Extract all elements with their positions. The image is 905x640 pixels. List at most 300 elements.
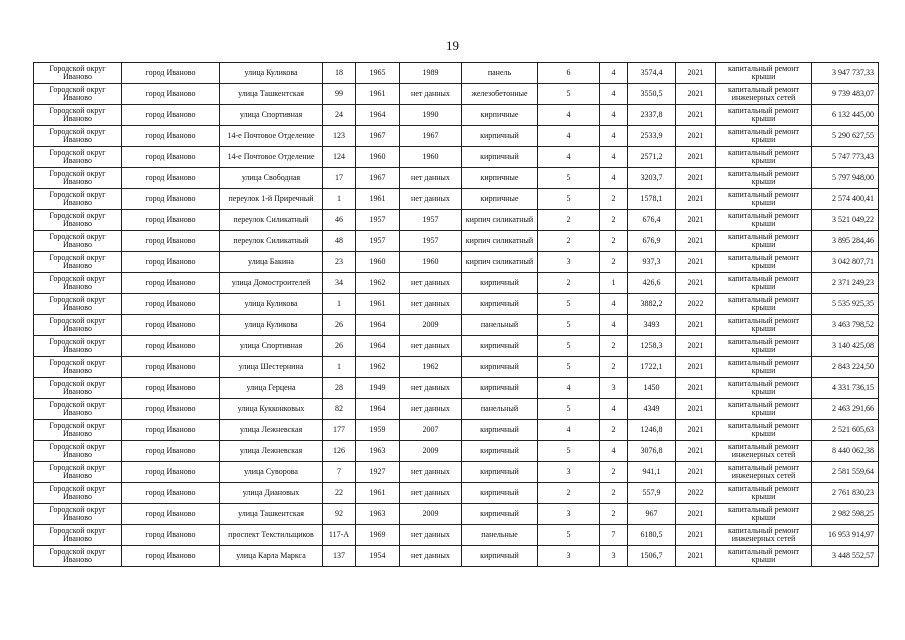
renovation-year-cell: нет данных xyxy=(400,525,462,546)
settlement-cell: город Иваново xyxy=(122,504,220,525)
entrances-cell: 2 xyxy=(600,483,628,504)
build-year-cell: 1949 xyxy=(356,378,400,399)
repair-year-cell: 2021 xyxy=(676,336,716,357)
table-row xyxy=(34,147,879,168)
street-cell: улица Лежневская xyxy=(220,420,323,441)
table-row xyxy=(34,210,879,231)
table-row xyxy=(34,525,879,546)
settlement-cell: город Иваново xyxy=(122,294,220,315)
street-cell: улица Кукконковых xyxy=(220,399,323,420)
repair-year-cell: 2022 xyxy=(676,294,716,315)
table-row xyxy=(34,399,879,420)
build-year-cell: 1964 xyxy=(356,336,400,357)
repair-year-cell: 2021 xyxy=(676,273,716,294)
repair-type-cell: капитальный ремонт крыши xyxy=(716,126,812,147)
area-cell: 4349 xyxy=(628,399,676,420)
municipality-cell: Городской округ Иваново xyxy=(34,504,122,525)
street-cell: улица Куликова xyxy=(220,315,323,336)
entrances-cell: 4 xyxy=(600,63,628,84)
table-row xyxy=(34,84,879,105)
house-number-cell: 92 xyxy=(323,504,356,525)
repair-year-cell: 2021 xyxy=(676,315,716,336)
repair-type-cell: капитальный ремонт крыши xyxy=(716,105,812,126)
repair-year-cell: 2021 xyxy=(676,525,716,546)
settlement-cell: город Иваново xyxy=(122,378,220,399)
repair-year-cell: 2021 xyxy=(676,399,716,420)
house-number-cell: 46 xyxy=(323,210,356,231)
floors-cell: 5 xyxy=(538,336,600,357)
build-year-cell: 1960 xyxy=(356,252,400,273)
entrances-cell: 2 xyxy=(600,231,628,252)
repair-year-cell: 2021 xyxy=(676,210,716,231)
table-row xyxy=(34,105,879,126)
entrances-cell: 2 xyxy=(600,210,628,231)
wall-material-cell: кирпичный xyxy=(462,546,538,567)
municipality-cell: Городской округ Иваново xyxy=(34,231,122,252)
wall-material-cell: кирпичный xyxy=(462,273,538,294)
municipality-cell: Городской округ Иваново xyxy=(34,336,122,357)
build-year-cell: 1962 xyxy=(356,273,400,294)
renovation-year-cell: 1989 xyxy=(400,63,462,84)
cost-cell: 3 947 737,33 xyxy=(812,63,879,84)
repair-type-cell: капитальный ремонт крыши xyxy=(716,189,812,210)
area-cell: 2571,2 xyxy=(628,147,676,168)
build-year-cell: 1967 xyxy=(356,168,400,189)
street-cell: улица Шестернина xyxy=(220,357,323,378)
house-number-cell: 22 xyxy=(323,483,356,504)
repair-type-cell: капитальный ремонт крыши xyxy=(716,168,812,189)
build-year-cell: 1957 xyxy=(356,231,400,252)
floors-cell: 3 xyxy=(538,504,600,525)
build-year-cell: 1969 xyxy=(356,525,400,546)
repair-year-cell: 2021 xyxy=(676,147,716,168)
table-row xyxy=(34,252,879,273)
build-year-cell: 1964 xyxy=(356,315,400,336)
municipality-cell: Городской округ Иваново xyxy=(34,147,122,168)
table-row xyxy=(34,504,879,525)
wall-material-cell: кирпич силикатный xyxy=(462,210,538,231)
cost-cell: 2 574 400,41 xyxy=(812,189,879,210)
renovation-year-cell: нет данных xyxy=(400,189,462,210)
floors-cell: 6 xyxy=(538,63,600,84)
entrances-cell: 2 xyxy=(600,462,628,483)
municipality-cell: Городской округ Иваново xyxy=(34,63,122,84)
settlement-cell: город Иваново xyxy=(122,315,220,336)
table-row xyxy=(34,357,879,378)
repair-year-cell: 2021 xyxy=(676,546,716,567)
area-cell: 2337,8 xyxy=(628,105,676,126)
area-cell: 937,3 xyxy=(628,252,676,273)
settlement-cell: город Иваново xyxy=(122,525,220,546)
entrances-cell: 4 xyxy=(600,84,628,105)
renovation-year-cell: нет данных xyxy=(400,546,462,567)
wall-material-cell: панель xyxy=(462,63,538,84)
area-cell: 1450 xyxy=(628,378,676,399)
build-year-cell: 1954 xyxy=(356,546,400,567)
wall-material-cell: кирпичный xyxy=(462,126,538,147)
wall-material-cell: кирпич силикатный xyxy=(462,231,538,252)
cost-cell: 4 331 736,15 xyxy=(812,378,879,399)
cost-cell: 5 535 925,35 xyxy=(812,294,879,315)
entrances-cell: 2 xyxy=(600,357,628,378)
repair-type-cell: капитальный ремонт крыши xyxy=(716,399,812,420)
area-cell: 3076,8 xyxy=(628,441,676,462)
wall-material-cell: кирпичный xyxy=(462,378,538,399)
area-cell: 1258,3 xyxy=(628,336,676,357)
table-row xyxy=(34,231,879,252)
settlement-cell: город Иваново xyxy=(122,336,220,357)
street-cell: улица Ташкентская xyxy=(220,504,323,525)
floors-cell: 5 xyxy=(538,357,600,378)
repair-year-cell: 2021 xyxy=(676,420,716,441)
area-cell: 2533,9 xyxy=(628,126,676,147)
renovation-year-cell: нет данных xyxy=(400,399,462,420)
renovation-year-cell: 1962 xyxy=(400,357,462,378)
build-year-cell: 1967 xyxy=(356,126,400,147)
build-year-cell: 1963 xyxy=(356,504,400,525)
settlement-cell: город Иваново xyxy=(122,357,220,378)
entrances-cell: 4 xyxy=(600,126,628,147)
renovation-year-cell: нет данных xyxy=(400,294,462,315)
floors-cell: 3 xyxy=(538,546,600,567)
renovation-year-cell: 2007 xyxy=(400,420,462,441)
settlement-cell: город Иваново xyxy=(122,126,220,147)
wall-material-cell: кирпичный xyxy=(462,483,538,504)
area-cell: 3550,5 xyxy=(628,84,676,105)
area-cell: 1506,7 xyxy=(628,546,676,567)
build-year-cell: 1964 xyxy=(356,105,400,126)
cost-cell: 2 982 598,25 xyxy=(812,504,879,525)
cost-cell: 5 290 627,55 xyxy=(812,126,879,147)
municipality-cell: Городской округ Иваново xyxy=(34,189,122,210)
street-cell: улица Бакина xyxy=(220,252,323,273)
renovation-year-cell: 2009 xyxy=(400,315,462,336)
area-cell: 3203,7 xyxy=(628,168,676,189)
table-body xyxy=(34,63,879,567)
wall-material-cell: панельный xyxy=(462,315,538,336)
floors-cell: 5 xyxy=(538,168,600,189)
wall-material-cell: панельный xyxy=(462,399,538,420)
street-cell: улица Куликова xyxy=(220,294,323,315)
area-cell: 3493 xyxy=(628,315,676,336)
repair-year-cell: 2021 xyxy=(676,252,716,273)
repair-type-cell: капитальный ремонт крыши xyxy=(716,294,812,315)
repair-type-cell: капитальный ремонт инженерных сетей xyxy=(716,84,812,105)
repair-type-cell: капитальный ремонт крыши xyxy=(716,336,812,357)
floors-cell: 5 xyxy=(538,441,600,462)
repair-type-cell: капитальный ремонт крыши xyxy=(716,231,812,252)
municipality-cell: Городской округ Иваново xyxy=(34,210,122,231)
municipality-cell: Городской округ Иваново xyxy=(34,441,122,462)
build-year-cell: 1960 xyxy=(356,147,400,168)
renovation-year-cell: 1967 xyxy=(400,126,462,147)
repair-type-cell: капитальный ремонт крыши xyxy=(716,147,812,168)
entrances-cell: 4 xyxy=(600,441,628,462)
repair-year-cell: 2021 xyxy=(676,63,716,84)
wall-material-cell: кирпич силикатный xyxy=(462,252,538,273)
area-cell: 3574,4 xyxy=(628,63,676,84)
floors-cell: 2 xyxy=(538,231,600,252)
build-year-cell: 1965 xyxy=(356,63,400,84)
build-year-cell: 1961 xyxy=(356,483,400,504)
wall-material-cell: кирпичный xyxy=(462,147,538,168)
settlement-cell: город Иваново xyxy=(122,147,220,168)
area-cell: 967 xyxy=(628,504,676,525)
repair-type-cell: капитальный ремонт крыши xyxy=(716,378,812,399)
settlement-cell: город Иваново xyxy=(122,483,220,504)
municipality-cell: Городской округ Иваново xyxy=(34,84,122,105)
street-cell: улица Герцена xyxy=(220,378,323,399)
renovation-year-cell: 1960 xyxy=(400,252,462,273)
cost-cell: 9 739 483,07 xyxy=(812,84,879,105)
house-number-cell: 18 xyxy=(323,63,356,84)
entrances-cell: 4 xyxy=(600,168,628,189)
entrances-cell: 4 xyxy=(600,105,628,126)
renovation-year-cell: нет данных xyxy=(400,462,462,483)
table-row xyxy=(34,63,879,84)
wall-material-cell: кирпичные xyxy=(462,168,538,189)
floors-cell: 5 xyxy=(538,84,600,105)
table-row xyxy=(34,315,879,336)
repair-type-cell: капитальный ремонт инженерных сетей xyxy=(716,525,812,546)
build-year-cell: 1961 xyxy=(356,189,400,210)
repair-type-cell: капитальный ремонт крыши xyxy=(716,252,812,273)
cost-cell: 2 761 830,23 xyxy=(812,483,879,504)
wall-material-cell: кирпичный xyxy=(462,420,538,441)
renovation-year-cell: нет данных xyxy=(400,378,462,399)
floors-cell: 3 xyxy=(538,462,600,483)
cost-cell: 5 747 773,43 xyxy=(812,147,879,168)
floors-cell: 4 xyxy=(538,420,600,441)
entrances-cell: 7 xyxy=(600,525,628,546)
settlement-cell: город Иваново xyxy=(122,441,220,462)
wall-material-cell: кирпичный xyxy=(462,441,538,462)
settlement-cell: город Иваново xyxy=(122,252,220,273)
repair-type-cell: капитальный ремонт крыши xyxy=(716,315,812,336)
area-cell: 1246,8 xyxy=(628,420,676,441)
municipality-cell: Городской округ Иваново xyxy=(34,378,122,399)
street-cell: улица Суворова xyxy=(220,462,323,483)
cost-cell: 3 895 284,46 xyxy=(812,231,879,252)
floors-cell: 5 xyxy=(538,315,600,336)
municipality-cell: Городской округ Иваново xyxy=(34,420,122,441)
repair-type-cell: капитальный ремонт крыши xyxy=(716,483,812,504)
build-year-cell: 1959 xyxy=(356,420,400,441)
entrances-cell: 3 xyxy=(600,546,628,567)
wall-material-cell: кирпичный xyxy=(462,357,538,378)
cost-cell: 5 797 948,00 xyxy=(812,168,879,189)
house-number-cell: 34 xyxy=(323,273,356,294)
area-cell: 6180,5 xyxy=(628,525,676,546)
floors-cell: 4 xyxy=(538,126,600,147)
renovation-year-cell: 1957 xyxy=(400,210,462,231)
table-row xyxy=(34,336,879,357)
street-cell: улица Свободная xyxy=(220,168,323,189)
cost-cell: 2 581 559,64 xyxy=(812,462,879,483)
settlement-cell: город Иваново xyxy=(122,84,220,105)
street-cell: улица Карла Маркса xyxy=(220,546,323,567)
settlement-cell: город Иваново xyxy=(122,63,220,84)
house-number-cell: 1 xyxy=(323,294,356,315)
entrances-cell: 2 xyxy=(600,252,628,273)
house-number-cell: 124 xyxy=(323,147,356,168)
house-number-cell: 24 xyxy=(323,105,356,126)
repair-year-cell: 2021 xyxy=(676,441,716,462)
floors-cell: 2 xyxy=(538,273,600,294)
area-cell: 941,1 xyxy=(628,462,676,483)
repair-type-cell: капитальный ремонт инженерных сетей xyxy=(716,441,812,462)
renovation-year-cell: 2009 xyxy=(400,441,462,462)
street-cell: улица Куликова xyxy=(220,63,323,84)
municipality-cell: Городской округ Иваново xyxy=(34,357,122,378)
house-number-cell: 28 xyxy=(323,378,356,399)
cost-cell: 3 140 425,08 xyxy=(812,336,879,357)
cost-cell: 2 371 249,23 xyxy=(812,273,879,294)
house-number-cell: 123 xyxy=(323,126,356,147)
settlement-cell: город Иваново xyxy=(122,189,220,210)
repair-year-cell: 2021 xyxy=(676,357,716,378)
entrances-cell: 3 xyxy=(600,378,628,399)
floors-cell: 5 xyxy=(538,294,600,315)
entrances-cell: 2 xyxy=(600,189,628,210)
entrances-cell: 2 xyxy=(600,336,628,357)
wall-material-cell: панельные xyxy=(462,525,538,546)
house-number-cell: 26 xyxy=(323,315,356,336)
table-row xyxy=(34,546,879,567)
renovation-year-cell: нет данных xyxy=(400,273,462,294)
entrances-cell: 4 xyxy=(600,315,628,336)
floors-cell: 2 xyxy=(538,483,600,504)
entrances-cell: 2 xyxy=(600,504,628,525)
municipality-cell: Городской округ Иваново xyxy=(34,525,122,546)
municipality-cell: Городской округ Иваново xyxy=(34,483,122,504)
build-year-cell: 1927 xyxy=(356,462,400,483)
floors-cell: 5 xyxy=(538,399,600,420)
street-cell: переулок 1-й Приречный xyxy=(220,189,323,210)
wall-material-cell: кирпичный xyxy=(462,336,538,357)
street-cell: 14-е Почтовое Отделение xyxy=(220,126,323,147)
table-row xyxy=(34,294,879,315)
table-row xyxy=(34,126,879,147)
wall-material-cell: кирпичный xyxy=(462,462,538,483)
entrances-cell: 4 xyxy=(600,399,628,420)
street-cell: улица Диановых xyxy=(220,483,323,504)
table-row xyxy=(34,378,879,399)
cost-cell: 2 521 605,63 xyxy=(812,420,879,441)
table-row xyxy=(34,189,879,210)
table-row xyxy=(34,483,879,504)
municipality-cell: Городской округ Иваново xyxy=(34,126,122,147)
floors-cell: 3 xyxy=(538,252,600,273)
house-number-cell: 7 xyxy=(323,462,356,483)
house-number-cell: 48 xyxy=(323,231,356,252)
house-number-cell: 1 xyxy=(323,189,356,210)
build-year-cell: 1961 xyxy=(356,294,400,315)
street-cell: улица Спортивная xyxy=(220,336,323,357)
municipality-cell: Городской округ Иваново xyxy=(34,294,122,315)
repair-type-cell: капитальный ремонт крыши xyxy=(716,420,812,441)
house-number-cell: 26 xyxy=(323,336,356,357)
area-cell: 1578,1 xyxy=(628,189,676,210)
renovation-year-cell: 2009 xyxy=(400,504,462,525)
floors-cell: 4 xyxy=(538,105,600,126)
area-cell: 1722,1 xyxy=(628,357,676,378)
floors-cell: 4 xyxy=(538,147,600,168)
settlement-cell: город Иваново xyxy=(122,231,220,252)
table-row xyxy=(34,273,879,294)
area-cell: 3882,2 xyxy=(628,294,676,315)
repair-year-cell: 2021 xyxy=(676,84,716,105)
table-row xyxy=(34,420,879,441)
settlement-cell: город Иваново xyxy=(122,546,220,567)
area-cell: 426,6 xyxy=(628,273,676,294)
area-cell: 557,9 xyxy=(628,483,676,504)
cost-cell: 16 953 914,97 xyxy=(812,525,879,546)
cost-cell: 6 132 445,00 xyxy=(812,105,879,126)
cost-cell: 3 448 552,57 xyxy=(812,546,879,567)
municipality-cell: Городской округ Иваново xyxy=(34,105,122,126)
build-year-cell: 1957 xyxy=(356,210,400,231)
wall-material-cell: кирпичный xyxy=(462,504,538,525)
settlement-cell: город Иваново xyxy=(122,168,220,189)
page-number: 19 xyxy=(446,38,459,53)
entrances-cell: 2 xyxy=(600,420,628,441)
cost-cell: 2 843 224,50 xyxy=(812,357,879,378)
settlement-cell: город Иваново xyxy=(122,105,220,126)
floors-cell: 2 xyxy=(538,210,600,231)
entrances-cell: 4 xyxy=(600,147,628,168)
municipality-cell: Городской округ Иваново xyxy=(34,399,122,420)
wall-material-cell: кирпичные xyxy=(462,189,538,210)
cost-cell: 3 521 049,22 xyxy=(812,210,879,231)
renovation-year-cell: 1960 xyxy=(400,147,462,168)
renovation-year-cell: нет данных xyxy=(400,84,462,105)
house-number-cell: 1 xyxy=(323,357,356,378)
street-cell: улица Спортивная xyxy=(220,105,323,126)
settlement-cell: город Иваново xyxy=(122,210,220,231)
area-cell: 676,4 xyxy=(628,210,676,231)
floors-cell: 5 xyxy=(538,189,600,210)
house-number-cell: 137 xyxy=(323,546,356,567)
house-number-cell: 126 xyxy=(323,441,356,462)
renovation-year-cell: 1957 xyxy=(400,231,462,252)
repair-type-cell: капитальный ремонт крыши xyxy=(716,504,812,525)
table-row xyxy=(34,168,879,189)
repair-year-cell: 2021 xyxy=(676,504,716,525)
table-row xyxy=(34,462,879,483)
house-number-cell: 177 xyxy=(323,420,356,441)
renovation-year-cell: нет данных xyxy=(400,483,462,504)
repair-year-cell: 2021 xyxy=(676,105,716,126)
repair-type-cell: капитальный ремонт крыши xyxy=(716,273,812,294)
settlement-cell: город Иваново xyxy=(122,420,220,441)
cost-cell: 2 463 291,66 xyxy=(812,399,879,420)
cost-cell: 8 440 062,38 xyxy=(812,441,879,462)
street-cell: улица Домостроителей xyxy=(220,273,323,294)
entrances-cell: 1 xyxy=(600,273,628,294)
cost-cell: 3 463 798,52 xyxy=(812,315,879,336)
repair-type-cell: капитальный ремонт крыши xyxy=(716,210,812,231)
municipality-cell: Городской округ Иваново xyxy=(34,315,122,336)
wall-material-cell: кирпичный xyxy=(462,294,538,315)
wall-material-cell: железобетонные xyxy=(462,84,538,105)
house-number-cell: 117-А xyxy=(323,525,356,546)
street-cell: проспект Текстильщиков xyxy=(220,525,323,546)
area-cell: 676,9 xyxy=(628,231,676,252)
build-year-cell: 1963 xyxy=(356,441,400,462)
build-year-cell: 1961 xyxy=(356,84,400,105)
floors-cell: 5 xyxy=(538,525,600,546)
